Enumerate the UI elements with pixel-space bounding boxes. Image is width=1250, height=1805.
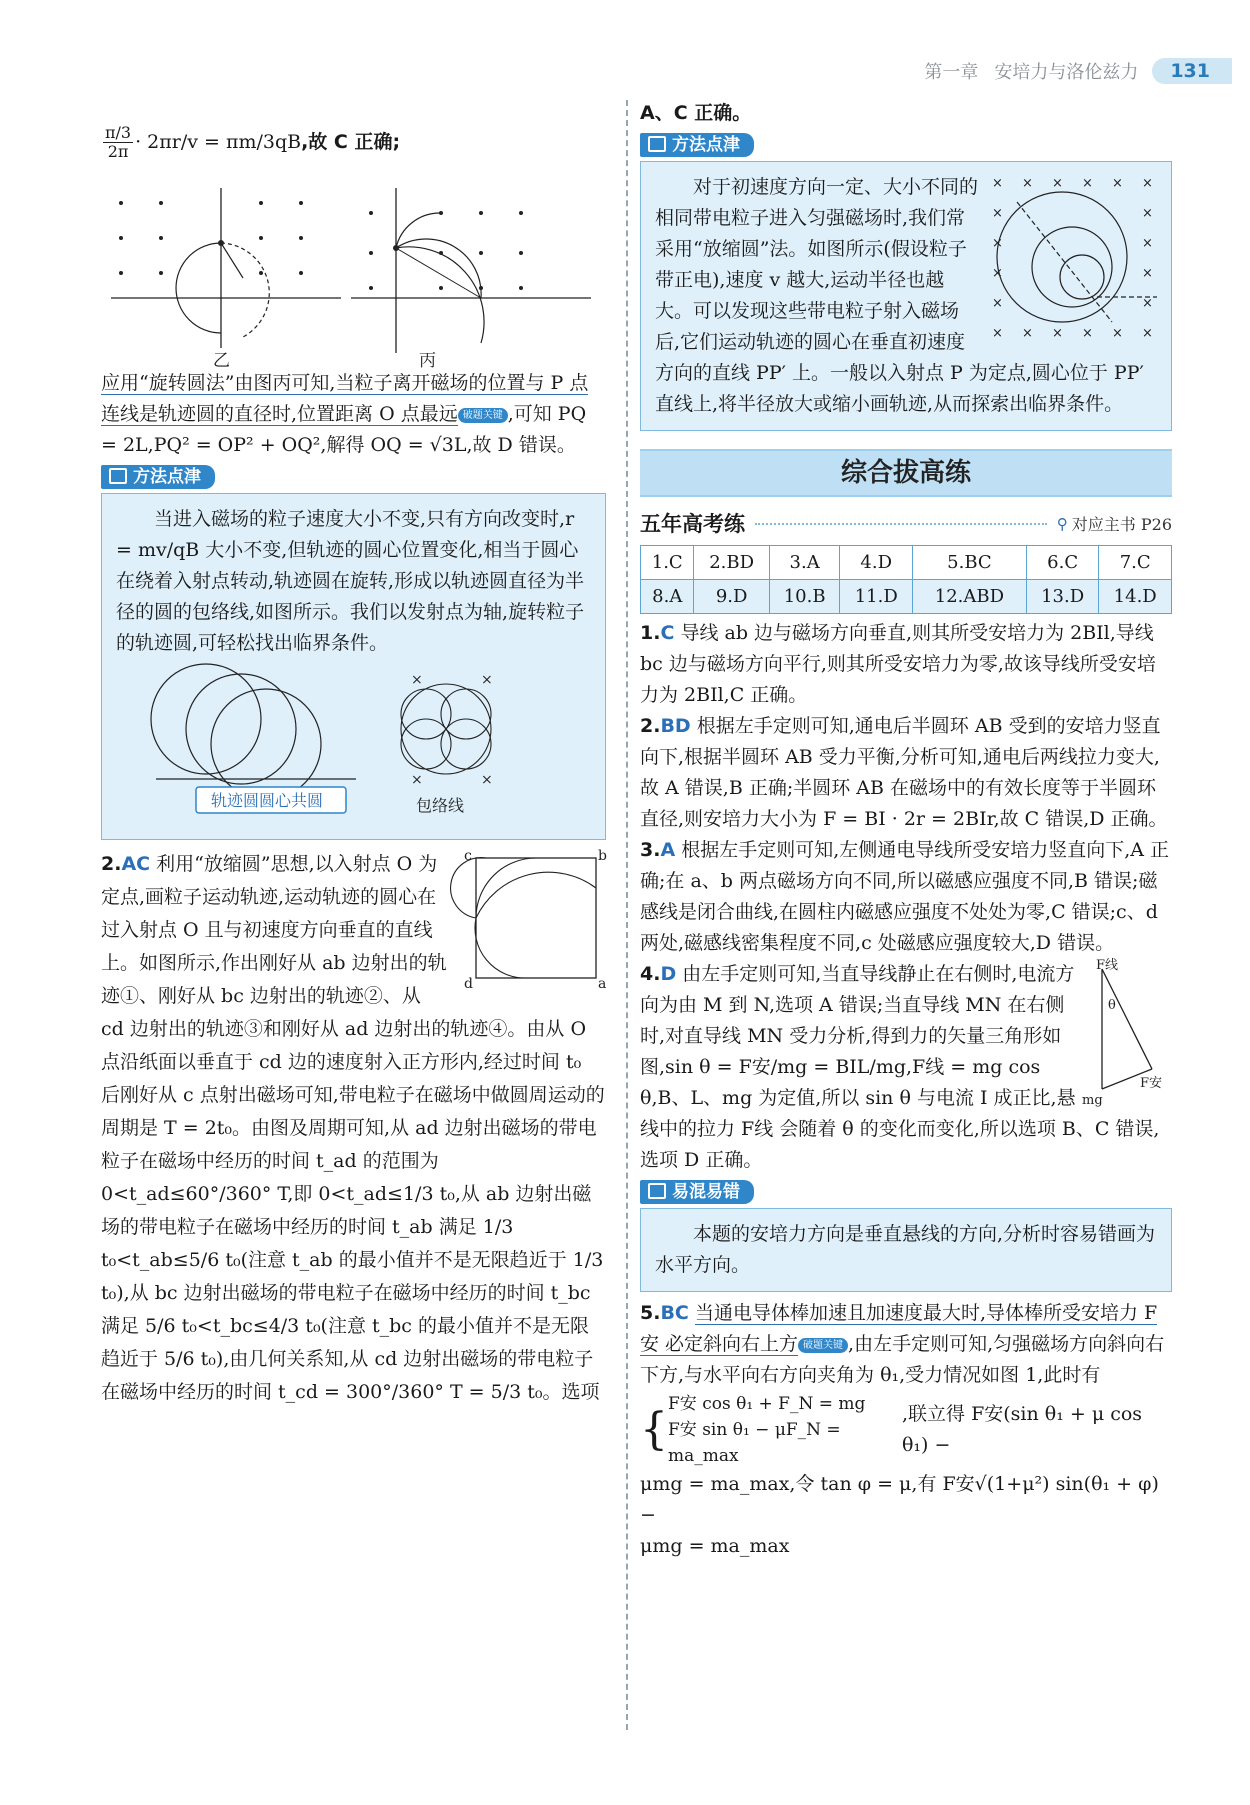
page-header xyxy=(924,56,1232,86)
answer-cell: 10.B xyxy=(769,580,840,614)
q1-answer: C xyxy=(660,622,675,644)
svg-text:a: a xyxy=(598,976,607,992)
figure-envelope xyxy=(116,659,586,819)
svg-text:×: × xyxy=(992,326,1003,341)
rotate-paragraph xyxy=(101,368,606,461)
svg-text:×: × xyxy=(1022,176,1033,191)
key-badge: 破题关键 xyxy=(458,408,508,423)
svg-text:×: × xyxy=(1142,206,1153,221)
answer-cell: 8.A xyxy=(641,580,694,614)
chapter-title: 安培力与洛伦兹力 xyxy=(994,62,1139,83)
q5-line-3: μmg = ma_max,令 tan φ = μ,有 F安√(1+μ²) sin(θ₁ + φ) − xyxy=(640,1473,1159,1526)
svg-text:×: × xyxy=(1022,326,1033,341)
answer-cell: 1.C xyxy=(641,546,694,580)
subsection-reference: 对应主书 P26 xyxy=(1071,514,1172,534)
figure-bing xyxy=(351,188,591,353)
book-icon xyxy=(109,468,127,484)
rosette xyxy=(401,684,491,774)
svg-text:×: × xyxy=(1142,176,1153,191)
svg-text:×: × xyxy=(1142,236,1153,251)
answer-cell: 6.C xyxy=(1026,546,1099,580)
fig-label-theta: θ xyxy=(1108,998,1116,1013)
question-3 xyxy=(640,835,1172,959)
svg-text:×: × xyxy=(1142,326,1153,341)
answer-cell: 9.D xyxy=(694,580,769,614)
chapter-label: 第一章 xyxy=(924,62,979,83)
svg-text:×: × xyxy=(992,296,1003,311)
answer-cell: 2.BD xyxy=(694,546,769,580)
formula-conclusion: ,故 C 正确; xyxy=(301,130,401,153)
rotate-paragraph-main: 应用“旋转圆法”由图丙可知,当粒子离开磁场的位置与 P 点连线是轨迹圆的直径时,位置距离 O 点最远 xyxy=(101,372,589,425)
answer-cell: 12.ABD xyxy=(913,580,1027,614)
dotted-leader xyxy=(755,523,1047,525)
question-5 xyxy=(640,1298,1172,1391)
fraction-pi3-2pi: $\frac{\pi/3}{2\pi}$ xyxy=(105,122,132,161)
svg-text:×: × xyxy=(1112,326,1123,341)
key-badge: 破题关键 xyxy=(798,1338,848,1353)
answer-cell: 3.A xyxy=(769,546,840,580)
q4-body: 由左手定则可知,当直导线静止在右侧时,电流方向为由 M 到 N,选项 A 错误;当直导线 MN 在右侧时,对直导线 MN 受力分析,得到力的矢量三角形如图,sin θ = F安/mg = BIL/mg,F线 = mg cos θ,B、L、mg 为定值,所以 sin θ 与电流 I 成正比,悬线中的拉力 F线 会随着 θ 的变化而变化,所以选项 B、C 错误,选项 D 正确。 xyxy=(640,963,1160,1171)
caption-bing: 丙 xyxy=(419,351,436,371)
svg-text:×: × xyxy=(992,266,1003,281)
q5-number: 5. xyxy=(640,1302,661,1324)
method-text-right: 对于初速度方向一定、大小不同的相同带电粒子进入匀强磁场时,我们常采用“放缩圆”法。如图所示(假设粒子带正电),速度 v 越大,运动半径也越大。可以发现这些带电粒子射入磁场后,它们运动轨迹的圆心在垂直初速度方向的直线 PP′ 上。一般以入射点 P 为定点,圆心位于 PP′ 直线上,将半径放大或缩小画轨迹,从而探索出临界条件。 xyxy=(655,176,1144,415)
q3-number: 3. xyxy=(640,839,661,861)
mix-tag: 易混易错 xyxy=(640,1180,754,1204)
method-box-right xyxy=(640,161,1172,431)
fig-label-f-line: F线 xyxy=(1096,958,1119,973)
q1-number: 1. xyxy=(640,622,661,644)
svg-text:×: × xyxy=(1052,176,1063,191)
rotate-paragraph-tail: ,可知 PQ = 2L,PQ² = OP² + OQ²,解得 OQ = √3L,故 D 错误。 xyxy=(101,403,587,456)
brace: { xyxy=(640,1404,668,1455)
svg-text:×: × xyxy=(411,672,423,688)
answer-cell: 5.BC xyxy=(913,546,1027,580)
answer-cell: 4.D xyxy=(840,546,913,580)
question-1 xyxy=(640,618,1172,711)
q2-left-answer: AC xyxy=(121,853,151,875)
svg-text:d: d xyxy=(464,976,473,992)
question-2-left xyxy=(101,848,606,1409)
q2-left-body: 利用“放缩圆”思想,以入射点 O 为定点,画粒子运动轨迹,运动轨迹的圆心在过入射点 O 且与初速度方向垂直的直线上。如图所示,作出刚好从 ab 边射出的轨迹①、刚好从 bc 边射出的轨迹②、从 cd 边射出的轨迹③和刚好从 ad 边射出的轨迹④。由从 O 点沿纸面以垂直于 cd 边的速度射入正方形内,经过时间 t₀ 后刚好从 c 点射出磁场可知,带电粒子在磁场中做圆周运动的周期是 T = 2t₀。由图及周期可知,从 ad 边射出磁场的带电粒子在磁场中经历的时间 t_ad 的范围为 0<t_ad≤60°/360° T,即 0<t_ad≤1/3 t₀,从 ab 边射出磁场的带电粒子在磁场中经历的时间 t_ab 满足 1/3 t₀<t_ab≤5/6 t₀(注意 t_ab 的最小值并不是无限趋近于 1/3 t₀),从 bc 边射出磁场的带电粒子在磁场中经历的时间 t_bc 满足 5/6 t₀<t_bc≤4/3 t₀(注意 t_bc 的最小值并不是无限趋近于 5/6 t₀),由几何关系知,从 cd 边射出磁场的带电粒子在磁场中经历的时间 t_cd = 300°/360° T = 5/3 t₀。选项 xyxy=(101,853,605,1403)
q2-left-number: 2. xyxy=(101,853,122,875)
caption-yi: 乙 xyxy=(213,351,230,371)
mix-box xyxy=(640,1208,1172,1292)
figure-scaling-circles xyxy=(987,172,1157,342)
q5-body-2: ,由左手定则可知,匀强磁场方向斜向右下方,与水平向右方向夹角为 θ₁,受力情况如图 1,此时有 xyxy=(640,1333,1165,1386)
q5-equations xyxy=(640,1391,1172,1469)
q3-answer: A xyxy=(660,839,676,861)
mix-text: 本题的安培力方向是垂直悬线的方向,分析时容易错画为水平方向。 xyxy=(655,1223,1156,1276)
top-formula-line xyxy=(101,106,606,178)
question-2 xyxy=(640,711,1172,835)
svg-text:×: × xyxy=(992,206,1003,221)
subsection-header xyxy=(640,507,1172,541)
method-tag-right: 方法点津 xyxy=(640,133,754,157)
right-column xyxy=(640,98,1172,1562)
svg-text:×: × xyxy=(411,772,423,788)
svg-text:c: c xyxy=(464,848,472,864)
figure-square-arcs xyxy=(456,848,606,998)
q4-number: 4. xyxy=(640,963,661,985)
equation-tail: ,联立得 F安(sin θ₁ + μ cos θ₁) − xyxy=(901,1403,1143,1456)
method-text-left: 当进入磁场的粒子速度大小不变,只有方向改变时,r = mv/qB 大小不变,但轨迹的圆心位置变化,相当于圆心在绕着入射点转动,轨迹圆在旋转,形成以轨迹圆直径为半径的圆的包络线,如图所示。我们以发射点为轴,旋转粒子的轨迹圆,可轻松找出临界条件。 xyxy=(116,508,585,654)
method-tag-left: 方法点津 xyxy=(101,465,215,489)
book-icon xyxy=(648,1183,666,1199)
figure-yi xyxy=(111,188,341,348)
formula-text: · 2πr/v = πm/3qB xyxy=(135,130,302,153)
column-divider xyxy=(626,100,628,1730)
answer-cell: 7.C xyxy=(1099,546,1172,580)
subsection-title: 五年高考练 xyxy=(640,511,745,536)
fig-label-center-circle: 轨迹圆圆心共圆 xyxy=(211,791,324,810)
svg-text:×: × xyxy=(481,672,493,688)
fig-label-envelope: 包络线 xyxy=(416,796,465,815)
page-number: 131 xyxy=(1152,58,1232,84)
svg-text:×: × xyxy=(1082,326,1093,341)
answer-cell: 14.D xyxy=(1099,580,1172,614)
figure-yi-bing xyxy=(101,178,606,371)
method-box-left xyxy=(101,493,606,840)
svg-text:×: × xyxy=(1052,326,1063,341)
fig-label-f-an: F安 xyxy=(1140,1076,1163,1091)
fig-label-mg: mg xyxy=(1082,1093,1103,1108)
svg-text:×: × xyxy=(1142,296,1153,311)
search-icon: ⚲ xyxy=(1056,514,1068,533)
answer-row xyxy=(641,546,1172,580)
svg-text:×: × xyxy=(481,772,493,788)
q2-answer: BD xyxy=(660,715,691,737)
q2-body: 根据左手定则可知,通电后半圆环 AB 受到的安培力竖直向下,根据半圆环 AB 受力平衡,分析可知,通电后两线拉力变大,故 A 错误,B 正确;半圆环 AB 在磁场中的有效长度等于半圆环直径,则安培力大小为 F = BI · 2r = 2BIr,故 C 错误,D 正确。 xyxy=(640,715,1168,830)
q4-answer: D xyxy=(660,963,677,985)
q2-number: 2. xyxy=(640,715,661,737)
figure-force-triangle xyxy=(1082,959,1172,1109)
svg-text:×: × xyxy=(1142,266,1153,281)
right-top-line: A、C 正确。 xyxy=(640,102,752,124)
answer-cell: 11.D xyxy=(840,580,913,614)
svg-text:×: × xyxy=(992,236,1003,251)
q5-answer: BC xyxy=(660,1302,689,1324)
answer-key-table xyxy=(640,545,1172,614)
q3-body: 根据左手定则可知,左侧通电导线所受安培力竖直向下,A 正确;在 a、b 两点磁场方向不同,所以磁感应强度不同,B 错误;磁感线是闭合曲线,在圆柱内磁感应强度不处处为零,C 错误;c、d 两处,磁感线密集程度不同,c 处磁感应强度较大,D 错误。 xyxy=(640,839,1170,954)
equation-1: F安 cos θ₁ + F_N = mg xyxy=(668,1394,866,1414)
svg-text:×: × xyxy=(992,176,1003,191)
svg-text:×: × xyxy=(1112,176,1123,191)
book-icon xyxy=(648,136,666,152)
svg-text:b: b xyxy=(598,848,607,864)
equation-2: F安 sin θ₁ − μF_N = ma_max xyxy=(668,1420,841,1466)
q5-line-4: μmg = ma_max xyxy=(640,1535,790,1557)
answer-cell: 13.D xyxy=(1026,580,1099,614)
svg-text:×: × xyxy=(1082,176,1093,191)
question-4 xyxy=(640,959,1172,1176)
q5-body: 当通电导体棒加速且加速度最大时,导体棒所受安培力 F安 必定斜向右上方 xyxy=(640,1302,1158,1355)
answer-row xyxy=(641,580,1172,614)
q1-body: 导线 ab 边与磁场方向垂直,则其所受安培力为 2BIl,导线 bc 边与磁场方向平行,则其所受安培力为零,故该导线所受安培力为 2BIl,C 正确。 xyxy=(640,622,1156,706)
section-banner: 综合拔高练 xyxy=(640,449,1172,497)
left-column xyxy=(101,106,606,1409)
